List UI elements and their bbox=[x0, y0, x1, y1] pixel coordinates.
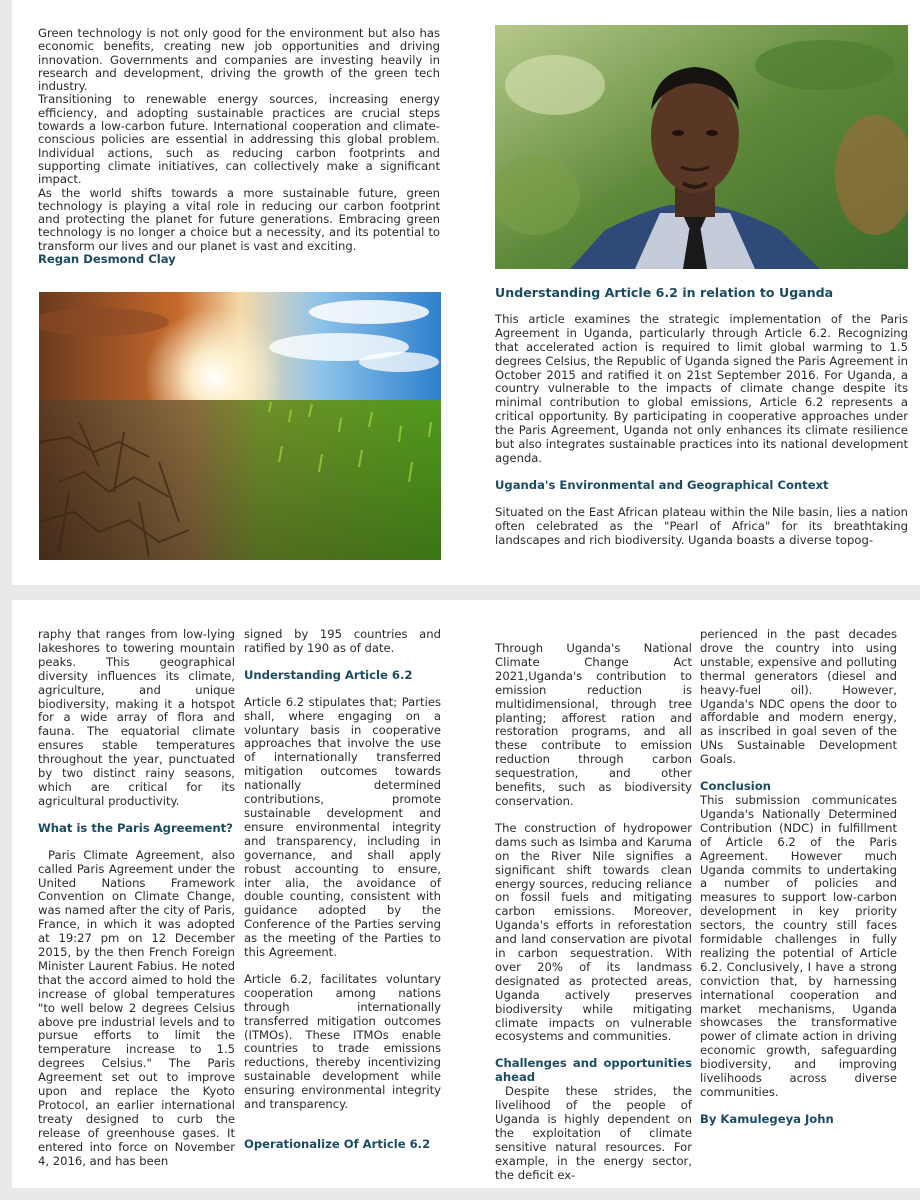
energy-ndc-paragraph: perienced in the past decades drove the country into using unstable, expensive and polluting thermal generators (diesel and heavy-fuel oil). However, Uganda's NDC opens the door to affordable and modern energy, as inscribed in goal seven of the UNs Sustainable Development Goals. bbox=[700, 627, 897, 767]
green-tech-column bbox=[38, 27, 440, 266]
understanding-article-heading: Understanding Article 6.2 bbox=[244, 667, 413, 682]
column-4 bbox=[700, 628, 897, 1127]
hydropower-paragraph: The construction of hydropower dams such as Isimba and Karuma on the River Nile signifies a significant shift towards clean energy sources, reducing reliance on fossil fuels and mitigating carbon emissions. Moreover, Uganda's efforts in reforestation and land conservation are pivotal in carbon sequestration. With over 20% of its landmass designated as protected areas, Uganda actively preserves biodiversity while mitigating climate impacts on vulnerable ecosystems and communities. bbox=[495, 820, 692, 1044]
geography-paragraph: raphy that ranges from low-lying lakeshores to towering mountain peaks. This geographical diversity influences its climate, agriculture, and unique biodiversity, making it a hotspot for a wide array of flora and fauna. The equatorial climate ensures stable temperatures throughout the year, punctuated by two distinct rainy seasons, which are critical for its agricultural productivity. bbox=[38, 627, 235, 808]
author-kamulegeya: By Kamulegeya John bbox=[700, 1111, 834, 1126]
portrait-illustration bbox=[495, 25, 908, 269]
paris-agreement-heading: What is the Paris Agreement? bbox=[38, 820, 233, 835]
challenges-paragraph: Despite these strides, the livelihood of the people of Uganda is highly dependent on the exploitation of climate sensitive natural resources. For example, in the energy sector, the deficit ex- bbox=[495, 1084, 692, 1182]
conclusion-heading: Conclusion bbox=[700, 779, 771, 794]
intro-paragraph-2: Transitioning to renewable energy sources, increasing energy efficiency, and adopting sustainable practices are crucial steps towards a low-carbon future. International cooperation and climate-conscious policies are essential in addressing this global problem. Individual actions, such as reducing carbon footprints and supporting climate initiatives, can collectively make a significant impact. bbox=[38, 92, 440, 187]
author-portrait-photo bbox=[495, 25, 908, 269]
challenges-heading: Challenges and opportunities ahead bbox=[495, 1056, 692, 1085]
article-intro-paragraph: This article examines the strategic implementation of the Paris Agreement in Uganda, particularly through Article 6.2. Recognizing that accelerated action is required to limit global warming to 1.5 degrees Celsius, the Republic of Uganda signed the Paris Agreement in October 2015 and ratified it on 21st September 2016. For Uganda, a country vulnerable to the impacts of climate change despite its minimal contribution to global emissions, Article 6.2 represents a critical opportunity. By participating in cooperative approaches under the Paris Agreement, Uganda not only enhances its climate resilience but also integrates sustainable practices into its national development agenda. bbox=[495, 311, 908, 465]
intro-paragraph-3: As the world shifts towards a more sustainable future, green technology is playing a vital role in reducing our carbon footprint and protecting the planet for future generations. Embracing green technology is no longer a choice but a necessity, and its potential to transform our lives and our planet is vast and exciting. bbox=[38, 185, 440, 253]
ratification-paragraph: signed by 195 countries and ratified by 190 as of date. bbox=[244, 627, 441, 655]
landscape-illustration bbox=[39, 292, 441, 560]
article-stipulation-paragraph: Article 6.2 stipulates that; Parties shall, where engaging on a voluntary basis in cooperative approaches that involve the use of internationally transferred mitigation outcomes towards nationally determined contributions, promote sustainable development and ensure environmental integrity and transparency, including in governance, and shall apply robust accounting to ensure, inter alia, the avoidance of double counting, consistent with guidance adopted by the Conference of the Parties serving as the meeting of the Parties to this Agreement. bbox=[244, 694, 441, 960]
climate-act-paragraph: Through Uganda's National Climate Change Act 2021,Uganda's contribution to emission reduction is multidimensional, through tree planting; afforest ration and restoration programs, and all these contribute to emission reduction through carbon sequestration, and other benefits, such as biodiversity conservation. bbox=[495, 641, 692, 808]
conclusion-paragraph: This submission communicates Uganda's Nationally Determined Contribution (NDC) in fulfillment of Article 6.2 of the Paris Agreement. However much Uganda commits to undertaking a number of policies and measures to support low-carbon development in key priority sectors, the country still faces formidable challenges in fully realizing the potential of Article 6.2. Conclusively, I have a strong conviction that, by harnessing international cooperation and market mechanisms, Uganda showcases the transformative power of climate action in driving economic growth, safeguarding biodiversity, and improving livelihoods across diverse communities. bbox=[700, 792, 897, 1099]
operationalize-heading: Operationalize Of Article 6.2 bbox=[244, 1137, 431, 1151]
magazine-page-top bbox=[12, 0, 920, 585]
context-heading: Uganda's Environmental and Geographical Context bbox=[495, 477, 829, 492]
context-paragraph: Situated on the East African plateau within the Nile basin, lies a nation often celebrated as the "Pearl of Africa" for its breathtaking landscapes and rich biodiversity. Uganda boasts a diverse topog- bbox=[495, 504, 908, 547]
article-title: Understanding Article 6.2 in relation to Uganda bbox=[495, 285, 834, 300]
column-1 bbox=[38, 628, 235, 1169]
article-6-2-column bbox=[495, 286, 908, 548]
column-2 bbox=[244, 628, 441, 1152]
itmo-paragraph: Article 6.2, facilitates voluntary cooperation among nations through internationally transferred mitigation outcomes (ITMOs). These ITMOs enable countries to trade emissions reductions, thereby incentivizing sustainable development while ensuring environmental integrity and transparency. bbox=[244, 971, 441, 1112]
magazine-page-bottom bbox=[12, 600, 920, 1188]
drought-vs-green-field-photo bbox=[39, 292, 441, 560]
column-3 bbox=[495, 642, 692, 1183]
author-regan: Regan Desmond Clay bbox=[38, 252, 176, 267]
intro-paragraph-1: Green technology is not only good for the environment but also has economic benefits, creating new job opportunities and driving innovation. Governments and companies are investing heavily in research and development, driving the growth of the green tech industry. bbox=[38, 26, 440, 94]
paris-agreement-paragraph: Paris Climate Agreement, also called Paris Agreement under the United Nations Framework Convention on Climate Change, was named after the city of Paris, France, in which it was adopted at 19:27 pm on 12 December 2015, by the then French Foreign Minister Laurent Fabius. He noted that the accord aimed to hold the increase of global temperatures "to well below 2 degrees Celsius above pre industrial levels and to pursue efforts to limit the temperature increase to 1.5 degrees Celsius." The Paris Agreement set out to improve upon and replace the Kyoto Protocol, an earlier international treaty designed to curb the release of greenhouse gases. It entered into force on November 4, 2016, and has been bbox=[38, 847, 235, 1168]
